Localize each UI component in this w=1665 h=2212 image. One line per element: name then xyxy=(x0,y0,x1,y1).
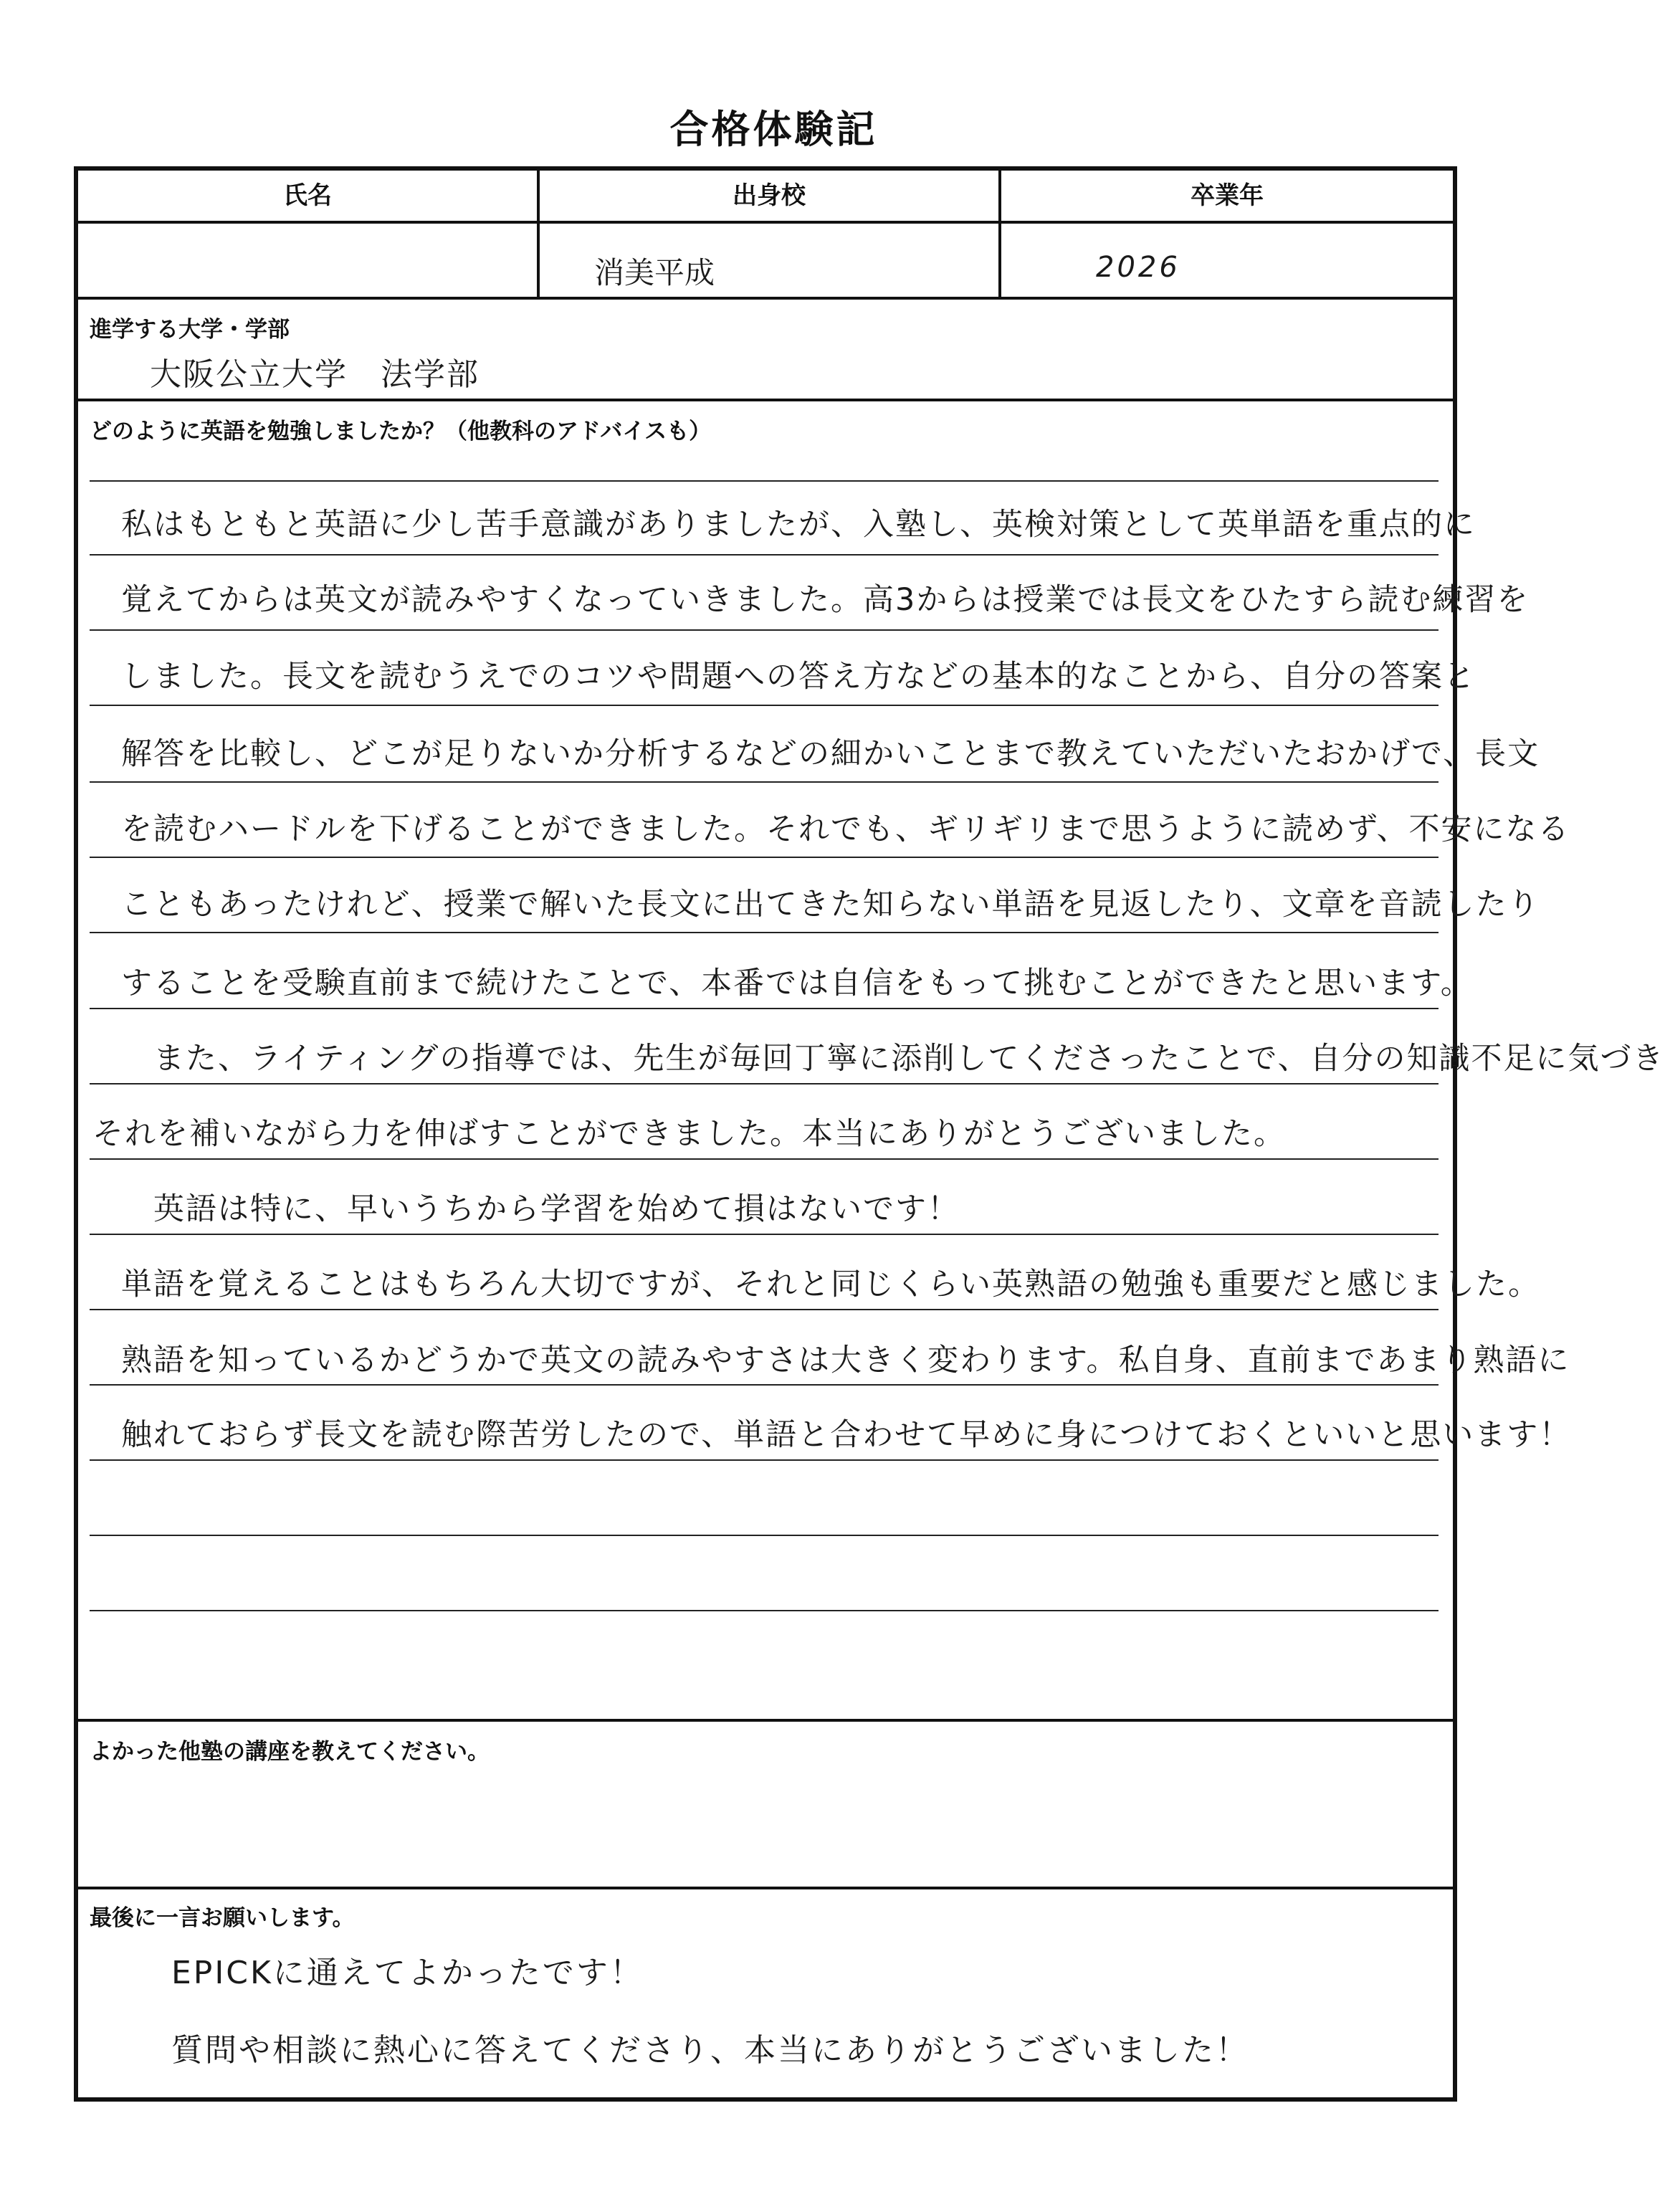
section-divider xyxy=(78,1887,1453,1889)
ruled-line xyxy=(90,1083,1439,1084)
study-line: しました。長文を読むうえでのコツや問題への答え方などの基本的なことから、自分の答案と xyxy=(121,659,1476,695)
year-label: 卒業年 xyxy=(1191,181,1264,210)
university-value: 大阪公立大学 法学部 xyxy=(150,356,480,393)
ruled-line xyxy=(90,1309,1439,1310)
ruled-line xyxy=(90,554,1439,556)
other-course-label: よかった他塾の講座を教えてください。 xyxy=(90,1739,490,1765)
school-value: 消美平成 xyxy=(594,255,715,290)
ruled-line xyxy=(90,1234,1439,1235)
ruled-line xyxy=(90,1610,1439,1611)
ruled-line xyxy=(90,705,1439,706)
section-divider xyxy=(78,297,1453,300)
university-label: 進学する大学・学部 xyxy=(90,317,290,343)
final-word-label: 最後に一言お願いします。 xyxy=(90,1905,355,1931)
study-line: を読むハードルを下げることができました。それでも、ギリギリまで思うように読めず、不安になる xyxy=(121,811,1570,847)
study-line: 覚えてからは英文が読みやすくなっていきました。高3からは授業では長文をひたすら読む練習を xyxy=(121,582,1530,618)
ruled-line xyxy=(90,932,1439,933)
experience-form xyxy=(74,166,1665,2102)
ruled-line xyxy=(90,857,1439,858)
ruled-line xyxy=(90,1158,1439,1160)
study-line: また、ライティングの指導では、先生が毎回丁寧に添削してくださったことで、自分の知識不足に気づき xyxy=(121,1041,1665,1077)
ruled-line xyxy=(90,1384,1439,1386)
study-line: 解答を比較し、どこが足りないか分析するなどの細かいことまで教えていただいたおかげで、長文 xyxy=(121,736,1540,772)
study-label: どのように英語を勉強しましたか？（他教科のアドバイスも） xyxy=(90,419,712,444)
ruled-line xyxy=(90,629,1439,631)
header-divider xyxy=(78,221,1453,224)
page-title: 合格体験記 xyxy=(669,107,878,152)
section-divider xyxy=(78,399,1453,401)
study-line: 英語は特に、早いうちから学習を始めて損はないです！ xyxy=(121,1191,960,1227)
study-line: 私はもともと英語に少し苦手意識がありましたが、入塾し、英検対策として英単語を重点的に xyxy=(121,507,1476,543)
study-line: こともあったけれど、授業で解いた長文に出てきた知らない単語を見返したり、文章を音読したり xyxy=(121,887,1540,923)
section-divider xyxy=(78,1719,1453,1722)
ruled-line xyxy=(90,1535,1439,1536)
study-line: 触れておらず長文を読む際苦労したので、単語と合わせて早めに身につけておくといいと思います！ xyxy=(121,1417,1572,1453)
ruled-line xyxy=(90,1008,1439,1009)
ruled-line xyxy=(90,781,1439,783)
study-line: することを受験直前まで続けたことで、本番では自信をもって挑むことができたと思います。 xyxy=(121,966,1473,1001)
ruled-line xyxy=(90,480,1439,482)
year-value: 2026 xyxy=(1096,251,1180,284)
school-label: 出身校 xyxy=(733,181,806,210)
study-line: 熟語を知っているかどうかで英文の読みやすさは大きく変わります。私自身、直前まであまり熟語に xyxy=(121,1343,1570,1378)
final-word-line: 質問や相談に熱心に答えてくださり、本当にありがとうございました！ xyxy=(171,2032,1249,2069)
study-line: 単語を覚えることはもちろん大切ですが、それと同じくらい英熟語の勉強も重要だと感じました。 xyxy=(121,1267,1540,1302)
ruled-line xyxy=(90,1459,1439,1461)
name-label: 氏名 xyxy=(283,181,332,210)
study-line: それを補いながら力を伸ばすことができました。本当にありがとうございました。 xyxy=(92,1116,1286,1152)
final-word-line: EPICKに通えてよかったです！ xyxy=(171,1955,644,1991)
